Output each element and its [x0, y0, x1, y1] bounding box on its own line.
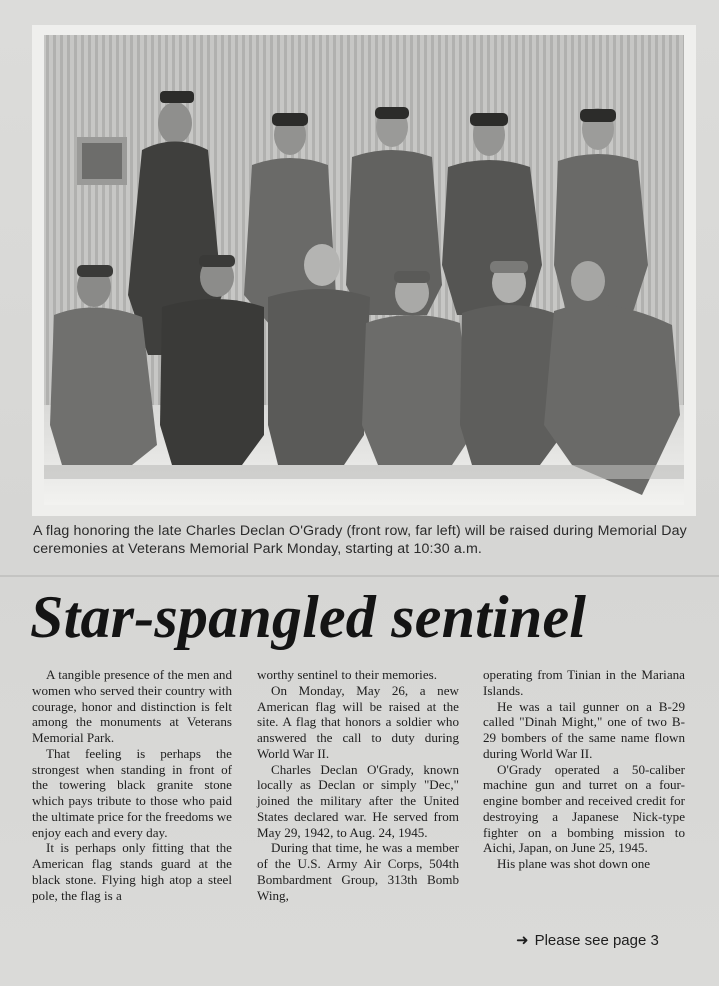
paragraph: During that time, he was a member of the U.S. Army Air Corps, 504th Bombardment Group, 313th Bomb Wing, — [257, 840, 459, 903]
group-photo — [32, 25, 696, 516]
jump-label: Please see page 3 — [534, 932, 659, 949]
paragraph: That feeling is perhaps the strongest when standing in front of the towering black granite stone which pays tribute to those who paid the ultimate price for the freedoms we enjoy each and every day. — [32, 745, 232, 840]
paragraph: On Monday, May 26, a new American flag will be raised at the site. A flag that honors a soldier who answered the call to duty during World War II. — [257, 682, 459, 761]
paragraph: operating from Tinian in the Mariana Islands. — [483, 667, 685, 698]
article-column-3 — [483, 667, 685, 872]
article-column-1 — [32, 667, 232, 903]
headline: Star-spangled sentinel — [30, 584, 587, 650]
photo-caption: A flag honoring the late Charles Declan O'Grady (front row, far left) will be raised during Memorial Day ceremonies at Veterans Memorial Park Monday, starting at 10:30 a.m. — [33, 523, 687, 557]
paragraph: O'Grady operated a 50-caliber machine gun and turret on a four-engine bomber and received credit for destroying a Japanese Nick-type fighter on a bombing mission to Aichi, Japan, on June 25, 1945. — [483, 761, 685, 856]
paragraph: A tangible presence of the men and women who served their country with courage, honor and distinction is felt among the monuments at Veterans Memorial Park. — [32, 667, 232, 745]
article-column-2 — [257, 667, 459, 903]
paragraph: His plane was shot down one — [497, 856, 651, 871]
arrow-right-icon: ➜ — [516, 932, 529, 949]
fold-line — [0, 575, 719, 577]
paragraph: worthy sentinel to their memories. — [257, 667, 438, 682]
continued-jump-line — [516, 931, 659, 951]
paragraph: It is perhaps only fitting that the American flag stands guard at the black stone. Flying high atop a steel pole, the flag is a — [32, 840, 232, 903]
paragraph: He was a tail gunner on a B-29 called "Dinah Might," one of two B-29 bombers of the same name flown during World War II. — [483, 698, 685, 761]
paragraph: Charles Declan O'Grady, known locally as Declan or simply "Dec," joined the military after the United States declared war. He served from May 29, 1942, to Aug. 24, 1945. — [257, 761, 459, 840]
